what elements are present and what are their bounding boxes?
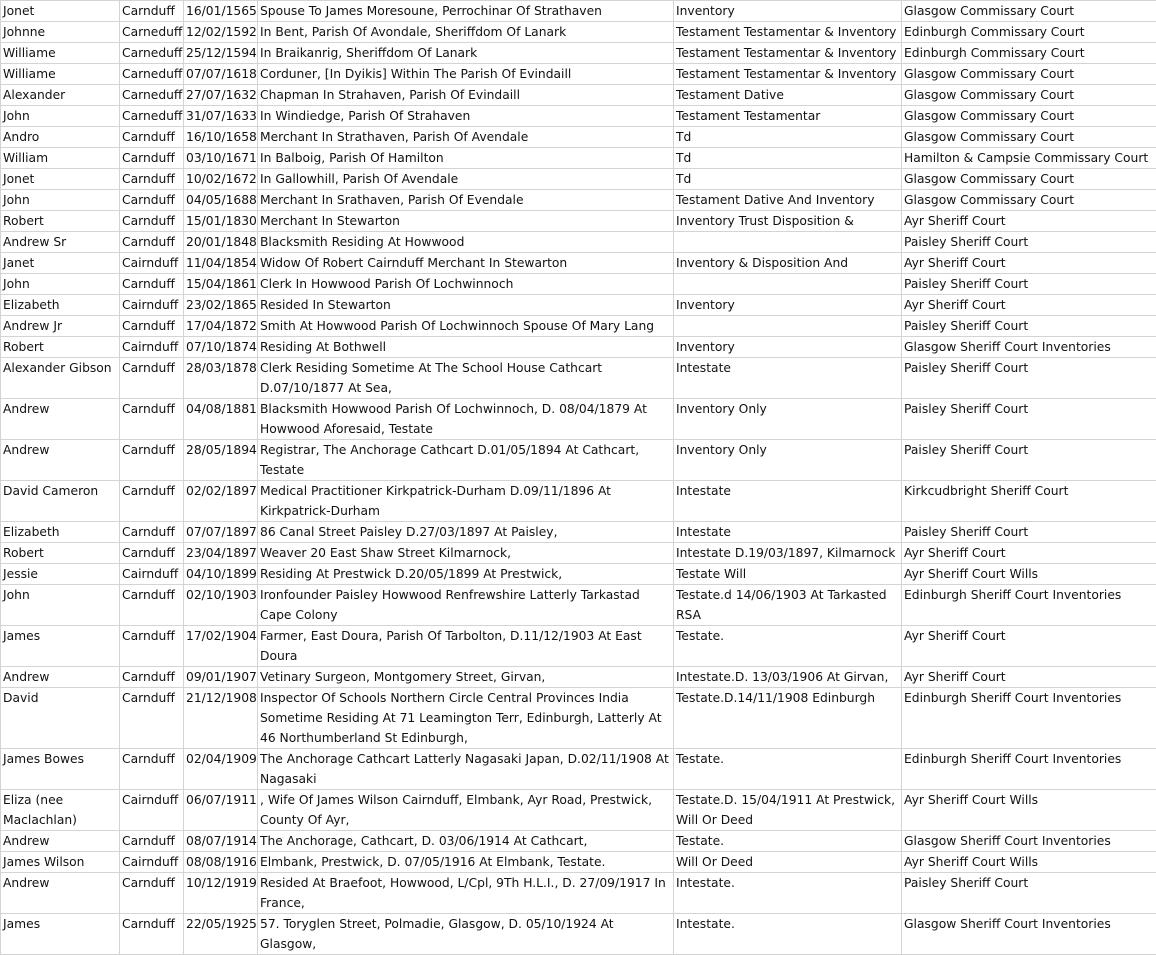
cell-given-name[interactable]: Elizabeth	[1, 522, 120, 543]
cell-court[interactable]: Ayr Sheriff Court	[902, 295, 1156, 316]
cell-court[interactable]: Edinburgh Sheriff Court Inventories	[902, 688, 1156, 749]
cell-date[interactable]: 02/10/1903	[184, 585, 258, 626]
cell-description[interactable]: In Braikanrig, Sheriffdom Of Lanark	[258, 43, 674, 64]
cell-date[interactable]: 07/10/1874	[184, 337, 258, 358]
cell-surname[interactable]: Carnduff	[120, 873, 184, 914]
cell-given-name[interactable]: Andro	[1, 127, 120, 148]
cell-given-name[interactable]: John	[1, 190, 120, 211]
cell-court[interactable]: Paisley Sheriff Court	[902, 399, 1156, 440]
cell-date[interactable]: 15/01/1830	[184, 211, 258, 232]
cell-record-type[interactable]: Td	[674, 148, 902, 169]
cell-description[interactable]: Vetinary Surgeon, Montgomery Street, Girvan,	[258, 667, 674, 688]
cell-court[interactable]: Ayr Sheriff Court	[902, 253, 1156, 274]
cell-description[interactable]: Clerk In Howwood Parish Of Lochwinnoch	[258, 274, 674, 295]
cell-record-type[interactable]: Inventory	[674, 295, 902, 316]
cell-court[interactable]: Ayr Sheriff Court Wills	[902, 790, 1156, 831]
table-row	[1, 211, 1156, 232]
cell-description[interactable]: Spouse To James Moresoune, Perrochinar Of Strathaven	[258, 1, 674, 22]
table-row	[1, 440, 1156, 481]
cell-given-name[interactable]: Jessie	[1, 564, 120, 585]
cell-description[interactable]: Resided At Braefoot, Howwood, L/Cpl, 9Th H.L.I., D. 27/09/1917 In France,	[258, 873, 674, 914]
cell-date[interactable]: 27/07/1632	[184, 85, 258, 106]
cell-record-type[interactable]: Td	[674, 127, 902, 148]
cell-description[interactable]: The Anchorage Cathcart Latterly Nagasaki Japan, D.02/11/1908 At Nagasaki	[258, 749, 674, 790]
table-row	[1, 337, 1156, 358]
cell-description[interactable]: Smith At Howwood Parish Of Lochwinnoch Spouse Of Mary Lang	[258, 316, 674, 337]
cell-date[interactable]: 06/07/1911	[184, 790, 258, 831]
cell-description[interactable]: In Bent, Parish Of Avondale, Sheriffdom Of Lanark	[258, 22, 674, 43]
cell-court[interactable]: Ayr Sheriff Court	[902, 543, 1156, 564]
cell-surname[interactable]: Carnduff	[120, 169, 184, 190]
cell-record-type[interactable]: Testament Testamentar & Inventory	[674, 64, 902, 85]
spreadsheet-body	[1, 1, 1156, 955]
cell-court[interactable]: Ayr Sheriff Court Wills	[902, 852, 1156, 873]
cell-date[interactable]: 31/07/1633	[184, 106, 258, 127]
cell-description[interactable]: Merchant In Srathaven, Parish Of Evendale	[258, 190, 674, 211]
cell-description[interactable]: Blacksmith Howwood Parish Of Lochwinnoch, D. 08/04/1879 At Howwood Aforesaid, Testate	[258, 399, 674, 440]
cell-record-type[interactable]: Inventory	[674, 1, 902, 22]
cell-given-name[interactable]: Elizabeth	[1, 295, 120, 316]
cell-surname[interactable]: Cairnduff	[120, 564, 184, 585]
cell-description[interactable]: Medical Practitioner Kirkpatrick-Durham D.09/11/1896 At Kirkpatrick-Durham	[258, 481, 674, 522]
table-row	[1, 543, 1156, 564]
cell-surname[interactable]: Carnduff	[120, 316, 184, 337]
table-row	[1, 522, 1156, 543]
cell-date[interactable]: 10/02/1672	[184, 169, 258, 190]
cell-record-type[interactable]	[674, 274, 902, 295]
cell-date[interactable]: 07/07/1897	[184, 522, 258, 543]
cell-record-type[interactable]: Td	[674, 169, 902, 190]
table-row	[1, 64, 1156, 85]
cell-record-type[interactable]: Testate Will	[674, 564, 902, 585]
cell-record-type[interactable]: Intestate D.19/03/1897, Kilmarnock	[674, 543, 902, 564]
cell-record-type[interactable]: Inventory Trust Disposition &	[674, 211, 902, 232]
cell-record-type[interactable]: Inventory Only	[674, 440, 902, 481]
cell-court[interactable]: Glasgow Commissary Court	[902, 127, 1156, 148]
cell-court[interactable]: Paisley Sheriff Court	[902, 232, 1156, 253]
cell-given-name[interactable]: Johnne	[1, 22, 120, 43]
cell-description[interactable]: 57. Toryglen Street, Polmadie, Glasgow, D. 05/10/1924 At Glasgow,	[258, 914, 674, 955]
cell-description[interactable]: In Balboig, Parish Of Hamilton	[258, 148, 674, 169]
cell-date[interactable]: 04/10/1899	[184, 564, 258, 585]
cell-record-type[interactable]: Testate.	[674, 626, 902, 667]
cell-court[interactable]: Hamilton & Campsie Commissary Court	[902, 148, 1156, 169]
cell-record-type[interactable]: Testament Dative And Inventory	[674, 190, 902, 211]
table-row	[1, 831, 1156, 852]
cell-description[interactable]: Inspector Of Schools Northern Circle Central Provinces India Sometime Residing At 71 Leamington Terr, Edinburgh, Latterly At 46 Northumberland St Edinburgh,	[258, 688, 674, 749]
cell-given-name[interactable]: William	[1, 148, 120, 169]
cell-description[interactable]: 86 Canal Street Paisley D.27/03/1897 At Paisley,	[258, 522, 674, 543]
cell-record-type[interactable]: Testate.	[674, 831, 902, 852]
cell-description[interactable]: , Wife Of James Wilson Cairnduff, Elmbank, Ayr Road, Prestwick, County Of Ayr,	[258, 790, 674, 831]
cell-description[interactable]: Merchant In Strathaven, Parish Of Avendale	[258, 127, 674, 148]
table-row	[1, 873, 1156, 914]
table-row	[1, 358, 1156, 399]
cell-court[interactable]: Paisley Sheriff Court	[902, 440, 1156, 481]
cell-record-type[interactable]: Testament Testamentar & Inventory	[674, 22, 902, 43]
cell-given-name[interactable]: Robert	[1, 211, 120, 232]
table-row	[1, 749, 1156, 790]
table-row	[1, 316, 1156, 337]
cell-court[interactable]: Ayr Sheriff Court Wills	[902, 564, 1156, 585]
cell-record-type[interactable]: Testament Dative	[674, 85, 902, 106]
cell-court[interactable]: Ayr Sheriff Court	[902, 626, 1156, 667]
cell-record-type[interactable]: Inventory	[674, 337, 902, 358]
table-row	[1, 85, 1156, 106]
cell-date[interactable]: 23/04/1897	[184, 543, 258, 564]
cell-date[interactable]: 28/05/1894	[184, 440, 258, 481]
cell-description[interactable]: Widow Of Robert Cairnduff Merchant In Stewarton	[258, 253, 674, 274]
cell-record-type[interactable]: Will Or Deed	[674, 852, 902, 873]
cell-given-name[interactable]: Andrew	[1, 399, 120, 440]
cell-date[interactable]: 23/02/1865	[184, 295, 258, 316]
cell-surname[interactable]: Cairnduff	[120, 253, 184, 274]
cell-surname[interactable]: Carneduff	[120, 22, 184, 43]
table-row	[1, 148, 1156, 169]
cell-record-type[interactable]: Inventory & Disposition And	[674, 253, 902, 274]
cell-court[interactable]: Edinburgh Commissary Court	[902, 22, 1156, 43]
cell-date[interactable]: 22/05/1925	[184, 914, 258, 955]
cell-court[interactable]: Glasgow Sheriff Court Inventories	[902, 914, 1156, 955]
cell-description[interactable]: Merchant In Stewarton	[258, 211, 674, 232]
cell-court[interactable]: Glasgow Commissary Court	[902, 169, 1156, 190]
cell-surname[interactable]: Carnduff	[120, 481, 184, 522]
cell-date[interactable]: 17/04/1872	[184, 316, 258, 337]
cell-given-name[interactable]: John	[1, 274, 120, 295]
cell-description[interactable]: The Anchorage, Cathcart, D. 03/06/1914 At Cathcart,	[258, 831, 674, 852]
table-row	[1, 667, 1156, 688]
cell-record-type[interactable]: Testate.	[674, 749, 902, 790]
cell-record-type[interactable]: Intestate.	[674, 873, 902, 914]
cell-description[interactable]: Weaver 20 East Shaw Street Kilmarnock,	[258, 543, 674, 564]
cell-description[interactable]: Resided In Stewarton	[258, 295, 674, 316]
cell-date[interactable]: 02/02/1897	[184, 481, 258, 522]
cell-date[interactable]: 12/02/1592	[184, 22, 258, 43]
table-row	[1, 253, 1156, 274]
cell-date[interactable]: 08/07/1914	[184, 831, 258, 852]
cell-record-type[interactable]: Intestate	[674, 522, 902, 543]
cell-given-name[interactable]: Robert	[1, 543, 120, 564]
table-row	[1, 688, 1156, 749]
cell-court[interactable]: Glasgow Commissary Court	[902, 1, 1156, 22]
cell-given-name[interactable]: Eliza (nee Maclachlan)	[1, 790, 120, 831]
cell-date[interactable]: 21/12/1908	[184, 688, 258, 749]
cell-surname[interactable]: Carnduff	[120, 626, 184, 667]
cell-surname[interactable]: Carnduff	[120, 543, 184, 564]
cell-surname[interactable]: Carnduff	[120, 914, 184, 955]
cell-court[interactable]: Glasgow Commissary Court	[902, 85, 1156, 106]
cell-court[interactable]: Paisley Sheriff Court	[902, 274, 1156, 295]
cell-date[interactable]: 20/01/1848	[184, 232, 258, 253]
table-row	[1, 914, 1156, 955]
cell-court[interactable]: Glasgow Commissary Court	[902, 106, 1156, 127]
cell-date[interactable]: 28/03/1878	[184, 358, 258, 399]
table-row	[1, 169, 1156, 190]
cell-surname[interactable]: Carnduff	[120, 1, 184, 22]
table-row	[1, 790, 1156, 831]
cell-record-type[interactable]: Testament Testamentar	[674, 106, 902, 127]
cell-court[interactable]: Paisley Sheriff Court	[902, 316, 1156, 337]
cell-given-name[interactable]: Andrew Sr	[1, 232, 120, 253]
cell-given-name[interactable]: Robert	[1, 337, 120, 358]
cell-court[interactable]: Edinburgh Commissary Court	[902, 43, 1156, 64]
cell-description[interactable]: Residing At Prestwick D.20/05/1899 At Prestwick,	[258, 564, 674, 585]
cell-description[interactable]: Registrar, The Anchorage Cathcart D.01/05/1894 At Cathcart, Testate	[258, 440, 674, 481]
table-row	[1, 852, 1156, 873]
cell-court[interactable]: Ayr Sheriff Court	[902, 211, 1156, 232]
table-row	[1, 481, 1156, 522]
cell-surname[interactable]: Carnduff	[120, 190, 184, 211]
cell-surname[interactable]: Cairnduff	[120, 295, 184, 316]
cell-description[interactable]: In Windiedge, Parish Of Strahaven	[258, 106, 674, 127]
cell-record-type[interactable]	[674, 232, 902, 253]
cell-record-type[interactable]: Intestate.D. 13/03/1906 At Girvan,	[674, 667, 902, 688]
table-row	[1, 626, 1156, 667]
cell-description[interactable]: Corduner, [In Dyikis] Within The Parish Of Evindaill	[258, 64, 674, 85]
table-row	[1, 43, 1156, 64]
cell-court[interactable]: Glasgow Sheriff Court Inventories	[902, 337, 1156, 358]
cell-given-name[interactable]: John	[1, 106, 120, 127]
cell-given-name[interactable]: James	[1, 626, 120, 667]
cell-surname[interactable]: Carneduff	[120, 43, 184, 64]
table-row	[1, 127, 1156, 148]
cell-date[interactable]: 03/10/1671	[184, 148, 258, 169]
cell-surname[interactable]: Carnduff	[120, 688, 184, 749]
cell-description[interactable]: Ironfounder Paisley Howwood Renfrewshire Latterly Tarkastad Cape Colony	[258, 585, 674, 626]
cell-description[interactable]: Residing At Bothwell	[258, 337, 674, 358]
cell-date[interactable]: 09/01/1907	[184, 667, 258, 688]
cell-date[interactable]: 17/02/1904	[184, 626, 258, 667]
cell-surname[interactable]: Carnduff	[120, 274, 184, 295]
cell-court[interactable]: Ayr Sheriff Court	[902, 667, 1156, 688]
cell-surname[interactable]: Cairnduff	[120, 337, 184, 358]
cell-given-name[interactable]: Andrew	[1, 667, 120, 688]
cell-surname[interactable]: Carnduff	[120, 440, 184, 481]
cell-date[interactable]: 15/04/1861	[184, 274, 258, 295]
cell-court[interactable]: Edinburgh Sheriff Court Inventories	[902, 749, 1156, 790]
cell-surname[interactable]: Carnduff	[120, 232, 184, 253]
cell-given-name[interactable]: Andrew	[1, 440, 120, 481]
cell-surname[interactable]: Carnduff	[120, 667, 184, 688]
cell-record-type[interactable]: Testate.D. 15/04/1911 At Prestwick, Will Or Deed	[674, 790, 902, 831]
table-row	[1, 564, 1156, 585]
cell-given-name[interactable]: James Wilson	[1, 852, 120, 873]
cell-surname[interactable]: Carnduff	[120, 211, 184, 232]
cell-given-name[interactable]: Andrew	[1, 831, 120, 852]
cell-court[interactable]: Glasgow Commissary Court	[902, 64, 1156, 85]
cell-court[interactable]: Kirkcudbright Sheriff Court	[902, 481, 1156, 522]
cell-date[interactable]: 10/12/1919	[184, 873, 258, 914]
cell-record-type[interactable]: Intestate.	[674, 914, 902, 955]
cell-given-name[interactable]: Alexander	[1, 85, 120, 106]
cell-court[interactable]: Edinburgh Sheriff Court Inventories	[902, 585, 1156, 626]
cell-date[interactable]: 16/10/1658	[184, 127, 258, 148]
cell-given-name[interactable]: Andrew	[1, 873, 120, 914]
cell-description[interactable]: Chapman In Strahaven, Parish Of Evindaill	[258, 85, 674, 106]
table-row	[1, 232, 1156, 253]
cell-given-name[interactable]: Williame	[1, 43, 120, 64]
cell-court[interactable]: Glasgow Sheriff Court Inventories	[902, 831, 1156, 852]
cell-record-type[interactable]: Inventory Only	[674, 399, 902, 440]
cell-record-type[interactable]: Intestate	[674, 481, 902, 522]
cell-surname[interactable]: Carneduff	[120, 85, 184, 106]
table-row	[1, 190, 1156, 211]
cell-given-name[interactable]: Williame	[1, 64, 120, 85]
cell-date[interactable]: 02/04/1909	[184, 749, 258, 790]
cell-record-type[interactable]: Testate.D.14/11/1908 Edinburgh	[674, 688, 902, 749]
cell-given-name[interactable]: David Cameron	[1, 481, 120, 522]
table-row	[1, 399, 1156, 440]
cell-description[interactable]: Elmbank, Prestwick, D. 07/05/1916 At Elmbank, Testate.	[258, 852, 674, 873]
table-row	[1, 585, 1156, 626]
table-row	[1, 295, 1156, 316]
cell-surname[interactable]: Carneduff	[120, 106, 184, 127]
cell-surname[interactable]: Carnduff	[120, 585, 184, 626]
table-row	[1, 22, 1156, 43]
cell-surname[interactable]: Cairnduff	[120, 852, 184, 873]
cell-description[interactable]: Blacksmith Residing At Howwood	[258, 232, 674, 253]
cell-court[interactable]: Paisley Sheriff Court	[902, 358, 1156, 399]
cell-surname[interactable]: Carnduff	[120, 749, 184, 790]
cell-court[interactable]: Paisley Sheriff Court	[902, 522, 1156, 543]
cell-surname[interactable]: Carnduff	[120, 127, 184, 148]
cell-record-type[interactable]: Testate.d 14/06/1903 At Tarkasted RSA	[674, 585, 902, 626]
cell-surname[interactable]: Carnduff	[120, 148, 184, 169]
cell-date[interactable]: 11/04/1854	[184, 253, 258, 274]
cell-date[interactable]: 25/12/1594	[184, 43, 258, 64]
table-row	[1, 274, 1156, 295]
cell-given-name[interactable]: Janet	[1, 253, 120, 274]
cell-surname[interactable]: Carnduff	[120, 522, 184, 543]
cell-court[interactable]: Paisley Sheriff Court	[902, 873, 1156, 914]
cell-description[interactable]: Clerk Residing Sometime At The School House Cathcart D.07/10/1877 At Sea,	[258, 358, 674, 399]
cell-date[interactable]: 08/08/1916	[184, 852, 258, 873]
cell-given-name[interactable]: James	[1, 914, 120, 955]
cell-given-name[interactable]: David	[1, 688, 120, 749]
cell-record-type[interactable]: Intestate	[674, 358, 902, 399]
cell-surname[interactable]: Carnduff	[120, 399, 184, 440]
cell-surname[interactable]: Carneduff	[120, 64, 184, 85]
cell-court[interactable]: Glasgow Commissary Court	[902, 190, 1156, 211]
cell-record-type[interactable]	[674, 316, 902, 337]
cell-record-type[interactable]: Testament Testamentar & Inventory	[674, 43, 902, 64]
cell-given-name[interactable]: John	[1, 585, 120, 626]
cell-given-name[interactable]: Jonet	[1, 169, 120, 190]
cell-given-name[interactable]: Andrew Jr	[1, 316, 120, 337]
cell-given-name[interactable]: Alexander Gibson	[1, 358, 120, 399]
cell-date[interactable]: 04/05/1688	[184, 190, 258, 211]
cell-date[interactable]: 07/07/1618	[184, 64, 258, 85]
cell-given-name[interactable]: Jonet	[1, 1, 120, 22]
cell-description[interactable]: Farmer, East Doura, Parish Of Tarbolton, D.11/12/1903 At East Doura	[258, 626, 674, 667]
cell-description[interactable]: In Gallowhill, Parish Of Avendale	[258, 169, 674, 190]
cell-surname[interactable]: Carnduff	[120, 831, 184, 852]
cell-given-name[interactable]: James Bowes	[1, 749, 120, 790]
table-row	[1, 1, 1156, 22]
cell-date[interactable]: 04/08/1881	[184, 399, 258, 440]
table-row	[1, 106, 1156, 127]
cell-surname[interactable]: Cairnduff	[120, 790, 184, 831]
cell-date[interactable]: 16/01/1565	[184, 1, 258, 22]
cell-surname[interactable]: Carnduff	[120, 358, 184, 399]
